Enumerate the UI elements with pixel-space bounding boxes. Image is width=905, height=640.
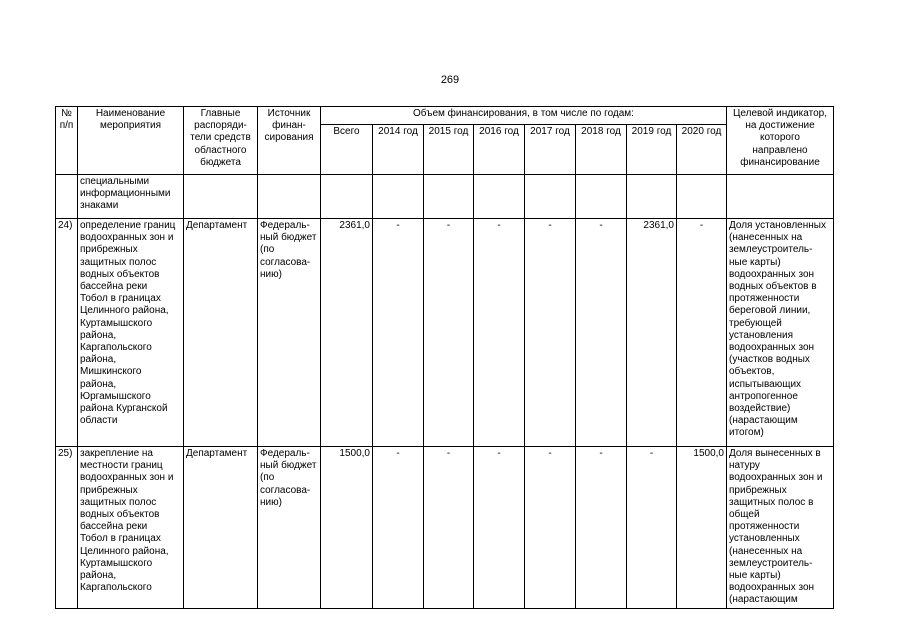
row-indicator: Доля установленных (нанесенных на землеустроитель- ные карты) водоохранных зон водных объектов в протяженности береговой линии, требующей установления водоохранных зон (участков водных объектов, испытывающих антропогенное воздействие) (нарастающим итогом) — [727, 219, 834, 447]
row-2014: - — [373, 219, 424, 447]
funding-table — [55, 106, 834, 609]
row-number: 24) — [56, 219, 78, 447]
row-number — [56, 175, 78, 219]
header-year-2020: 2020 год — [677, 125, 727, 175]
row-2015: - — [424, 219, 474, 447]
row-2020 — [677, 175, 727, 219]
row-executor — [184, 175, 258, 219]
row-executor: Департамент — [184, 219, 258, 447]
row-2015: - — [424, 447, 474, 609]
row-name: специальными информационными знаками — [78, 175, 184, 219]
header-year-2014: 2014 год — [373, 125, 424, 175]
row-source: Федераль- ный бюджет (по согласова- нию) — [258, 447, 321, 609]
header-year-total: Всего — [321, 125, 373, 175]
header-year-2017: 2017 год — [525, 125, 576, 175]
row-2020: 1500,0 — [677, 447, 727, 609]
row-2016: - — [474, 447, 525, 609]
header-year-2019: 2019 год — [627, 125, 677, 175]
row-source — [258, 175, 321, 219]
header-source: Источник финан- сирования — [258, 107, 321, 175]
row-2016: - — [474, 219, 525, 447]
row-2020: - — [677, 219, 727, 447]
row-2018 — [576, 175, 627, 219]
header-year-2018: 2018 год — [576, 125, 627, 175]
row-indicator — [727, 175, 834, 219]
row-2019: - — [627, 447, 677, 609]
row-2017 — [525, 175, 576, 219]
row-2017: - — [525, 219, 576, 447]
row-2015 — [424, 175, 474, 219]
header-year-2015: 2015 год — [424, 125, 474, 175]
row-total: 1500,0 — [321, 447, 373, 609]
header-name: Наименование мероприятия — [78, 107, 184, 175]
row-source: Федераль- ный бюджет (по согласова- нию) — [258, 219, 321, 447]
row-2018: - — [576, 219, 627, 447]
row-total — [321, 175, 373, 219]
row-number: 25) — [56, 447, 78, 609]
row-2016 — [474, 175, 525, 219]
row-executor: Департамент — [184, 447, 258, 609]
row-2017: - — [525, 447, 576, 609]
header-number: № п/п — [56, 107, 78, 175]
table-row — [56, 219, 834, 447]
header-indicator: Целевой индикатор, на достижение которого направлено финансирование — [727, 107, 834, 175]
header-year-2016: 2016 год — [474, 125, 525, 175]
row-2014 — [373, 175, 424, 219]
row-name: определение границ водоохранных зон и прибрежных защитных полос водных объектов бассейна реки Тобол в границах Целинного района, Куртамышского района, Каргапольского района, Мишкинского района, Юргамышского района Курганской области — [78, 219, 184, 447]
row-2018: - — [576, 447, 627, 609]
row-2014: - — [373, 447, 424, 609]
row-2019: 2361,0 — [627, 219, 677, 447]
header-executor: Главные распоряди- тели средств областного бюджета — [184, 107, 258, 175]
table-row — [56, 447, 834, 609]
page-number: 269 — [440, 74, 460, 86]
header-funding: Объем финансирования, в том числе по годам: — [321, 107, 727, 125]
table-row — [56, 175, 834, 219]
row-2019 — [627, 175, 677, 219]
row-indicator: Доля вынесенных в натуру водоохранных зон и прибрежных защитных полос в общей протяженности установленных (нанесенных на землеустроитель- ные карты) водоохранных зон (нарастающим — [727, 447, 834, 609]
row-name: закрепление на местности границ водоохранных зон и прибрежных защитных полос водных объектов бассейна реки Тобол в границах Целинного района, Куртамышского района, Каргапольского — [78, 447, 184, 609]
row-total: 2361,0 — [321, 219, 373, 447]
